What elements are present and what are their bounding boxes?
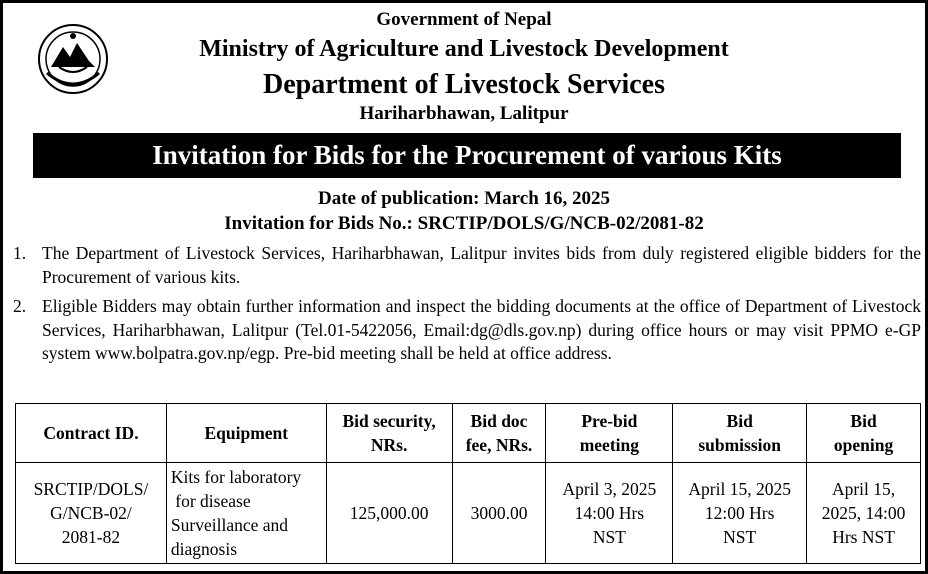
paragraph-1	[13, 242, 921, 289]
paragraph-2	[13, 295, 921, 366]
notice-banner: Invitation for Bids for the Procurement of various Kits	[33, 133, 901, 178]
header-bid-opening: Bid opening	[807, 404, 921, 463]
header-bid-submission: Bid submission	[673, 404, 807, 463]
cell-pre-bid-meeting: April 3, 2025 14:00 Hrs NST	[546, 463, 673, 564]
publication-date: Date of publication: March 16, 2025	[317, 188, 611, 209]
cell-bid-submission: April 15, 2025 12:00 Hrs NST	[673, 463, 807, 564]
table-row	[16, 463, 921, 564]
table-header-row	[16, 404, 921, 463]
bid-number: Invitation for Bids No.: SRCTIP/DOLS/G/NCB-02/2081-82	[224, 213, 704, 234]
department-title: Department of Livestock Services	[262, 69, 665, 100]
header-contract-id: Contract ID.	[16, 404, 167, 463]
paragraph-text: The Department of Livestock Services, Hariharbhawan, Lalitpur invites bids from duly registered eligible bidders for the Procurement of various kits.	[42, 243, 921, 287]
header-bid-security: Bid security, NRs.	[326, 404, 452, 463]
header-equipment: Equipment	[166, 404, 326, 463]
header-pre-bid-meeting: Pre-bid meeting	[546, 404, 673, 463]
header-bid-doc-fee: Bid doc fee, NRs.	[452, 404, 546, 463]
paragraph-text: Eligible Bidders may obtain further information and inspect the bidding documents at the office of Department of Livestock Services, Hariharbhawan, Lalitpur (Tel.01-5422056, Email:dg@dls.gov.np) during office hours or may visit PPMO e-GP system www.bolpatra.gov.np/egp. Pre-bid meeting shall be held at office address.	[42, 296, 921, 363]
ministry-title: Ministry of Agriculture and Livestock Development	[199, 36, 729, 62]
cell-bid-security: 125,000.00	[326, 463, 452, 564]
cell-equipment: Kits for laboratory for disease Surveillance and diagnosis	[166, 463, 326, 564]
cell-bid-opening: April 15, 2025, 14:00 Hrs NST	[807, 463, 921, 564]
cell-bid-doc-fee: 3000.00	[452, 463, 546, 564]
department-address: Hariharbhawan, Lalitpur	[359, 103, 569, 124]
paragraph-number: 1.	[13, 243, 27, 263]
government-title: Government of Nepal	[376, 9, 552, 30]
paragraph-number: 2.	[13, 296, 27, 316]
cell-contract-id: SRCTIP/DOLS/ G/NCB-02/ 2081-82	[16, 463, 167, 564]
bid-schedule-table	[15, 403, 921, 564]
